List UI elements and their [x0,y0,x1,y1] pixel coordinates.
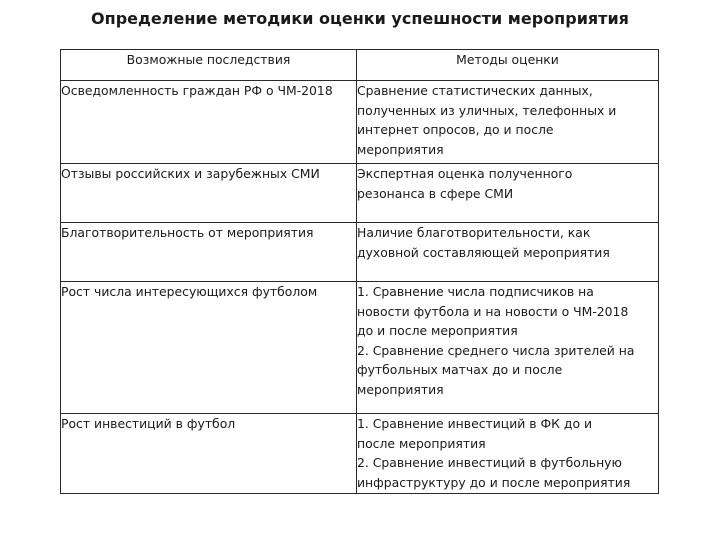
method-line: 1. Сравнение инвестиций в ФК до и [357,416,593,431]
method-cell [357,81,659,164]
consequence-cell: Рост числа интересующихся футболом [61,282,357,414]
method-line: интернет опросов, до и после [357,122,554,137]
methods-table [60,49,659,494]
method-line: 2. Сравнение инвестиций в футбольную [357,455,622,470]
table-row [61,414,659,494]
method-line: инфраструктуру до и после мероприятия [357,474,631,490]
method-line: до и после мероприятия [357,323,518,338]
header-consequences: Возможные последствия [61,50,357,81]
table-row [61,164,659,223]
method-cell [357,282,659,414]
method-line: резонанса в сфере СМИ [357,185,514,201]
method-line: духовной составляющей мероприятия [357,244,610,260]
page-title: Определение методики оценки успешности мероприятия [91,9,629,28]
method-line: 1. Сравнение числа подписчиков на [357,284,594,299]
method-line: после мероприятия [357,435,486,451]
consequence-cell: Благотворительность от мероприятия [61,223,357,282]
consequence-cell: Отзывы российских и зарубежных СМИ [61,164,357,223]
header-methods: Методы оценки [357,50,659,81]
method-line: мероприятия [357,381,444,397]
method-line: полученных из уличных, телефонных и [357,102,617,118]
method-line: Сравнение статистических данных, [357,83,593,98]
method-cell [357,414,659,494]
method-line: Экспертная оценка полученного [357,166,573,181]
method-line: 2. Сравнение среднего числа зрителей на [357,342,635,358]
consequence-cell: Рост инвестиций в футбол [61,414,357,494]
consequence-cell: Осведомленность граждан РФ о ЧМ-2018 [61,81,357,164]
table-header-row [61,50,659,81]
method-cell [357,223,659,282]
method-cell [357,164,659,223]
method-line: футбольных матчах до и после [357,362,563,377]
method-line: новости футбола и на новости о ЧМ-2018 [357,303,629,319]
table-row [61,81,659,164]
method-line: Наличие благотворительности, как [357,225,591,240]
table-row [61,223,659,282]
method-line: мероприятия [357,141,444,157]
table-row [61,282,659,414]
